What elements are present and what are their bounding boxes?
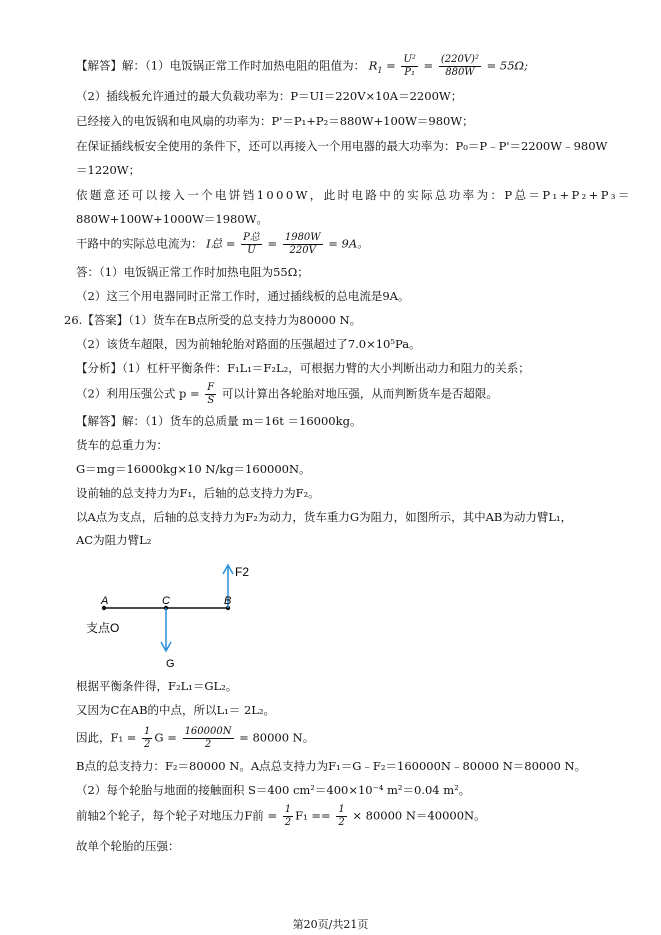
solution-8: 又因为C在AB的中点，所以L₁＝ 2L₂。 bbox=[76, 703, 276, 717]
numerator: 1 bbox=[144, 726, 151, 737]
solution-7: 根据平衡条件得，F₂L₁＝GL₂。 bbox=[76, 679, 238, 693]
solution-11: （2）每个轮胎与地面的接触面积 S＝400 cm²＝400×10⁻⁴ m²＝0.04 m²。 bbox=[76, 783, 471, 797]
analysis-1: 【分析】（1）杠杆平衡条件：F₁L₁＝F₂L₂，可根据力臂的大小判断出动力和阻力的关系； bbox=[76, 361, 530, 375]
numerator: F bbox=[207, 382, 215, 393]
label-pivot: 支点O bbox=[86, 621, 120, 635]
q26-answer-1: 26.【答案】（1）货车在B点所受的总支持力为80000 N。 bbox=[64, 313, 362, 327]
numerator: P总 bbox=[243, 232, 260, 243]
solution-1: 【解答】解：（1）货车的总质量 m＝16t ＝16000kg。 bbox=[76, 414, 362, 428]
fraction bbox=[205, 382, 216, 407]
math-sub: 1 bbox=[377, 65, 383, 75]
fraction bbox=[241, 232, 262, 257]
fraction bbox=[439, 54, 481, 79]
denominator: U bbox=[247, 245, 256, 256]
text: 可以计算出各轮胎对地压强，从而判断货车是否超限。 bbox=[221, 386, 498, 401]
analysis-2 bbox=[76, 382, 498, 407]
text: × 80000 N＝40000N。 bbox=[352, 808, 486, 823]
solution-3: G＝mg＝16000kg×10 N/kg＝160000N。 bbox=[76, 462, 311, 476]
denominator: 220V bbox=[289, 245, 316, 256]
result: = 9A。 bbox=[328, 236, 369, 251]
label-b: B bbox=[224, 595, 232, 607]
fraction bbox=[336, 804, 346, 829]
label-c: C bbox=[162, 595, 170, 607]
denominator: P₁ bbox=[404, 67, 416, 78]
solution-13: 故单个轮胎的压强： bbox=[76, 839, 180, 853]
fraction bbox=[283, 232, 323, 257]
numerator: 1 bbox=[284, 804, 292, 815]
math-r: R bbox=[368, 58, 378, 73]
numerator: U² bbox=[403, 54, 416, 65]
fraction bbox=[183, 726, 234, 751]
lever-diagram bbox=[70, 555, 290, 675]
text: G = bbox=[154, 730, 177, 745]
fraction bbox=[142, 726, 152, 751]
numerator: (220V)² bbox=[440, 54, 479, 65]
solution-5: 以A点为支点，后轴的总支持力为F₂为动力，货车重力G为阻力，如图所示，其中AB为动力臂L₁， bbox=[76, 510, 573, 524]
numerator: 160000N bbox=[184, 726, 232, 737]
result: = 55Ω; bbox=[486, 58, 528, 73]
text: 【解答】解：（1）电饭锅正常工作时加热电阻的阻值为： bbox=[76, 58, 366, 73]
fraction bbox=[401, 54, 417, 79]
label-a: A bbox=[101, 595, 109, 607]
answer-line-7: 880W+100W+1000W＝1980W。 bbox=[76, 212, 268, 226]
denominator: S bbox=[207, 395, 215, 406]
denominator: 2 bbox=[338, 817, 345, 828]
answer-line-6: 依题意还可以接入一个电饼铛1000W，此时电路中的实际总功率为：P总＝P₁+P₂+P₃＝ bbox=[76, 188, 632, 202]
answer-line-4: 在保证插线板安全使用的条件下，还可以再接入一个用电器的最大功率为：P₀＝P﹣P'＝2200W﹣980W bbox=[76, 139, 608, 153]
text: = 80000 N。 bbox=[239, 730, 315, 745]
numerator: 1 bbox=[338, 804, 345, 815]
text: F₁ == bbox=[295, 808, 331, 823]
answer-line-9: 答：（1）电饭锅正常工作时加热电阻为55Ω； bbox=[76, 265, 309, 279]
text: 因此，F₁ = bbox=[76, 730, 137, 745]
q26-answer-2: （2）该货车超限，因为前轴轮胎对路面的压强超过了7.0×10⁵Pa。 bbox=[76, 337, 421, 351]
solution-12 bbox=[76, 804, 486, 829]
text: 前轴2个轮子，每个轮子对地压力F前 = bbox=[76, 808, 278, 823]
solution-10: B点的总支持力：F₂＝80000 N。A点总支持力为F₁＝G﹣F₂＝160000N﹣80000 N＝80000 N。 bbox=[76, 759, 587, 773]
answer-line-10: （2）这三个用电器同时正常工作时，通过插线板的总电流是9A。 bbox=[76, 289, 410, 303]
answer-line-5: ＝1220W； bbox=[76, 163, 141, 177]
solution-6: AC为阻力臂L₂ bbox=[76, 533, 152, 547]
answer-line-8: 干路中的实际总电流为： I总 = $\frac{\text{P总}}{U}$ = $\frac{1980W}{220V}$ = 9A。 bbox=[76, 232, 369, 256]
answer-line-3: 已经接入的电饭锅和电风扇的功率为：P'＝P₁+P₂＝880W+100W＝980W； bbox=[76, 114, 474, 128]
denominator: 2 bbox=[204, 739, 212, 750]
text: 干路中的实际总电流为： bbox=[76, 236, 203, 251]
denominator: 2 bbox=[284, 817, 292, 828]
page-footer: 第20页/共21页 bbox=[292, 918, 369, 931]
denominator: 2 bbox=[144, 739, 151, 750]
denominator: 880W bbox=[445, 67, 475, 78]
math-i: I总 = bbox=[206, 236, 236, 251]
solution-2: 货车的总重力为： bbox=[76, 438, 168, 452]
solution-9 bbox=[76, 726, 314, 751]
answer-line-1: 【解答】解：（1）电饭锅正常工作时加热电阻的阻值为： $R_1$ = $\frac{\text{U²}}{\text{P₁}}$ = $\frac{\text{(220V)²}}{880W}$ = 55Ω; bbox=[76, 54, 528, 78]
fraction bbox=[283, 804, 293, 829]
text: （2）利用压强公式 p = bbox=[76, 386, 200, 401]
label-g: G bbox=[166, 658, 175, 670]
numerator: 1980W bbox=[284, 232, 321, 243]
solution-4: 设前轴的总支持力为F₁，后轴的总支持力为F₂。 bbox=[76, 486, 320, 500]
label-f2: F2 bbox=[235, 565, 250, 579]
answer-line-2: （2）插线板允许通过的最大负载功率为：P＝UI＝220V×10A＝2200W； bbox=[76, 89, 463, 103]
